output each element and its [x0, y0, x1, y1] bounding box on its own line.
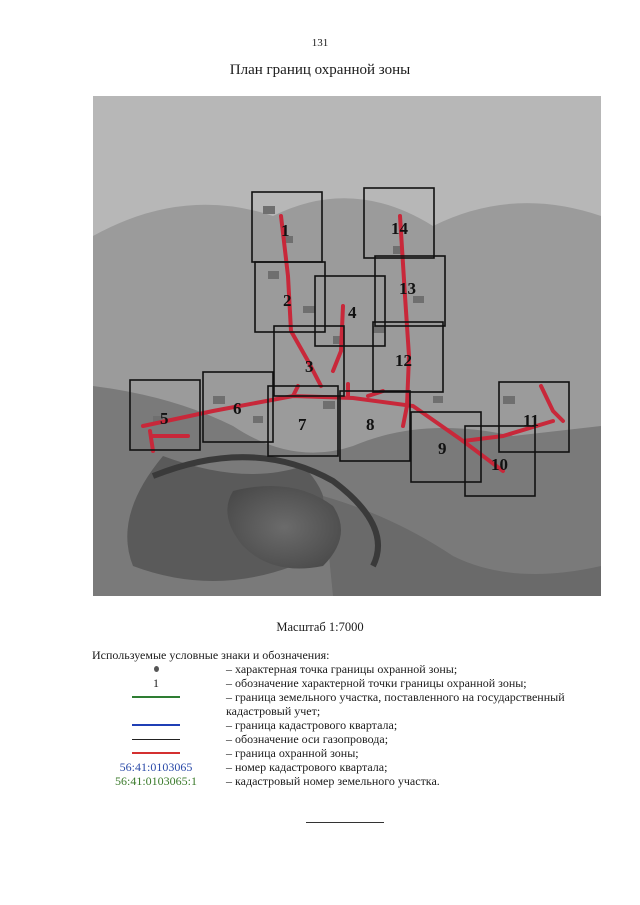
legend-row-zone-boundary — [92, 746, 612, 760]
legend-description: – обозначение характерной точки границы охранной зоны; — [226, 676, 527, 690]
page-number: 131 — [311, 37, 329, 49]
legend-description: – граница кадастрового квартала; — [226, 718, 398, 732]
legend-description: – номер кадастрового квартала; — [226, 760, 388, 774]
section-label-6: 6 — [233, 399, 242, 418]
legend-row-quarter-number — [92, 760, 612, 774]
legend — [92, 662, 612, 788]
legend-symbol-text: 56:41:0103065 — [119, 760, 193, 774]
legend-description: – граница земельного участка, поставленного на государственный кадастровый учет; — [226, 690, 565, 718]
legend-row-point-label — [92, 676, 612, 690]
legend-symbol — [92, 662, 220, 676]
legend-row-pipeline-axis — [92, 732, 612, 746]
section-label-10: 10 — [491, 455, 508, 474]
legend-description: – обозначение оси газопровода; — [226, 732, 389, 746]
legend-symbol — [92, 718, 220, 732]
section-label-8: 8 — [366, 415, 375, 434]
section-label-12: 12 — [395, 351, 412, 370]
legend-description: – характерная точка границы охранной зоны; — [226, 662, 458, 676]
map-svg — [93, 96, 601, 596]
legend-heading: Используемые условные знаки и обозначения: — [92, 648, 330, 662]
legend-symbol — [92, 746, 220, 760]
point-marker-icon — [154, 666, 159, 672]
aerial-map — [93, 96, 601, 596]
legend-row-parcel-boundary — [92, 690, 612, 718]
scale-label: Масштаб 1:7000 — [276, 620, 364, 634]
document-title: План границ охранной зоны — [229, 62, 411, 78]
section-label-13: 13 — [399, 279, 416, 298]
section-label-11: 11 — [523, 411, 540, 430]
legend-description: – кадастровый номер земельного участка. — [226, 774, 440, 788]
legend-symbol-text: 56:41:0103065:1 — [114, 774, 197, 788]
section-label-9: 9 — [438, 439, 447, 458]
legend-symbol-text: 1 — [153, 676, 159, 690]
legend-symbol — [92, 732, 220, 746]
legend-symbol — [92, 690, 220, 704]
legend-description: – граница охранной зоны; — [226, 746, 359, 760]
section-label-1: 1 — [281, 221, 290, 240]
section-label-7: 7 — [298, 415, 307, 434]
footer-rule — [306, 822, 384, 823]
green-line-icon — [132, 696, 180, 698]
blue-line-icon — [132, 724, 180, 726]
section-label-2: 2 — [283, 291, 292, 310]
black-line-icon — [132, 739, 180, 740]
legend-row-point — [92, 662, 612, 676]
red-line-icon — [132, 752, 180, 754]
section-label-4: 4 — [348, 303, 357, 322]
section-label-3: 3 — [305, 357, 314, 376]
section-label-5: 5 — [160, 409, 169, 428]
legend-row-quarter-boundary — [92, 718, 612, 732]
legend-row-parcel-number — [92, 774, 612, 788]
section-label-14: 14 — [391, 219, 408, 238]
